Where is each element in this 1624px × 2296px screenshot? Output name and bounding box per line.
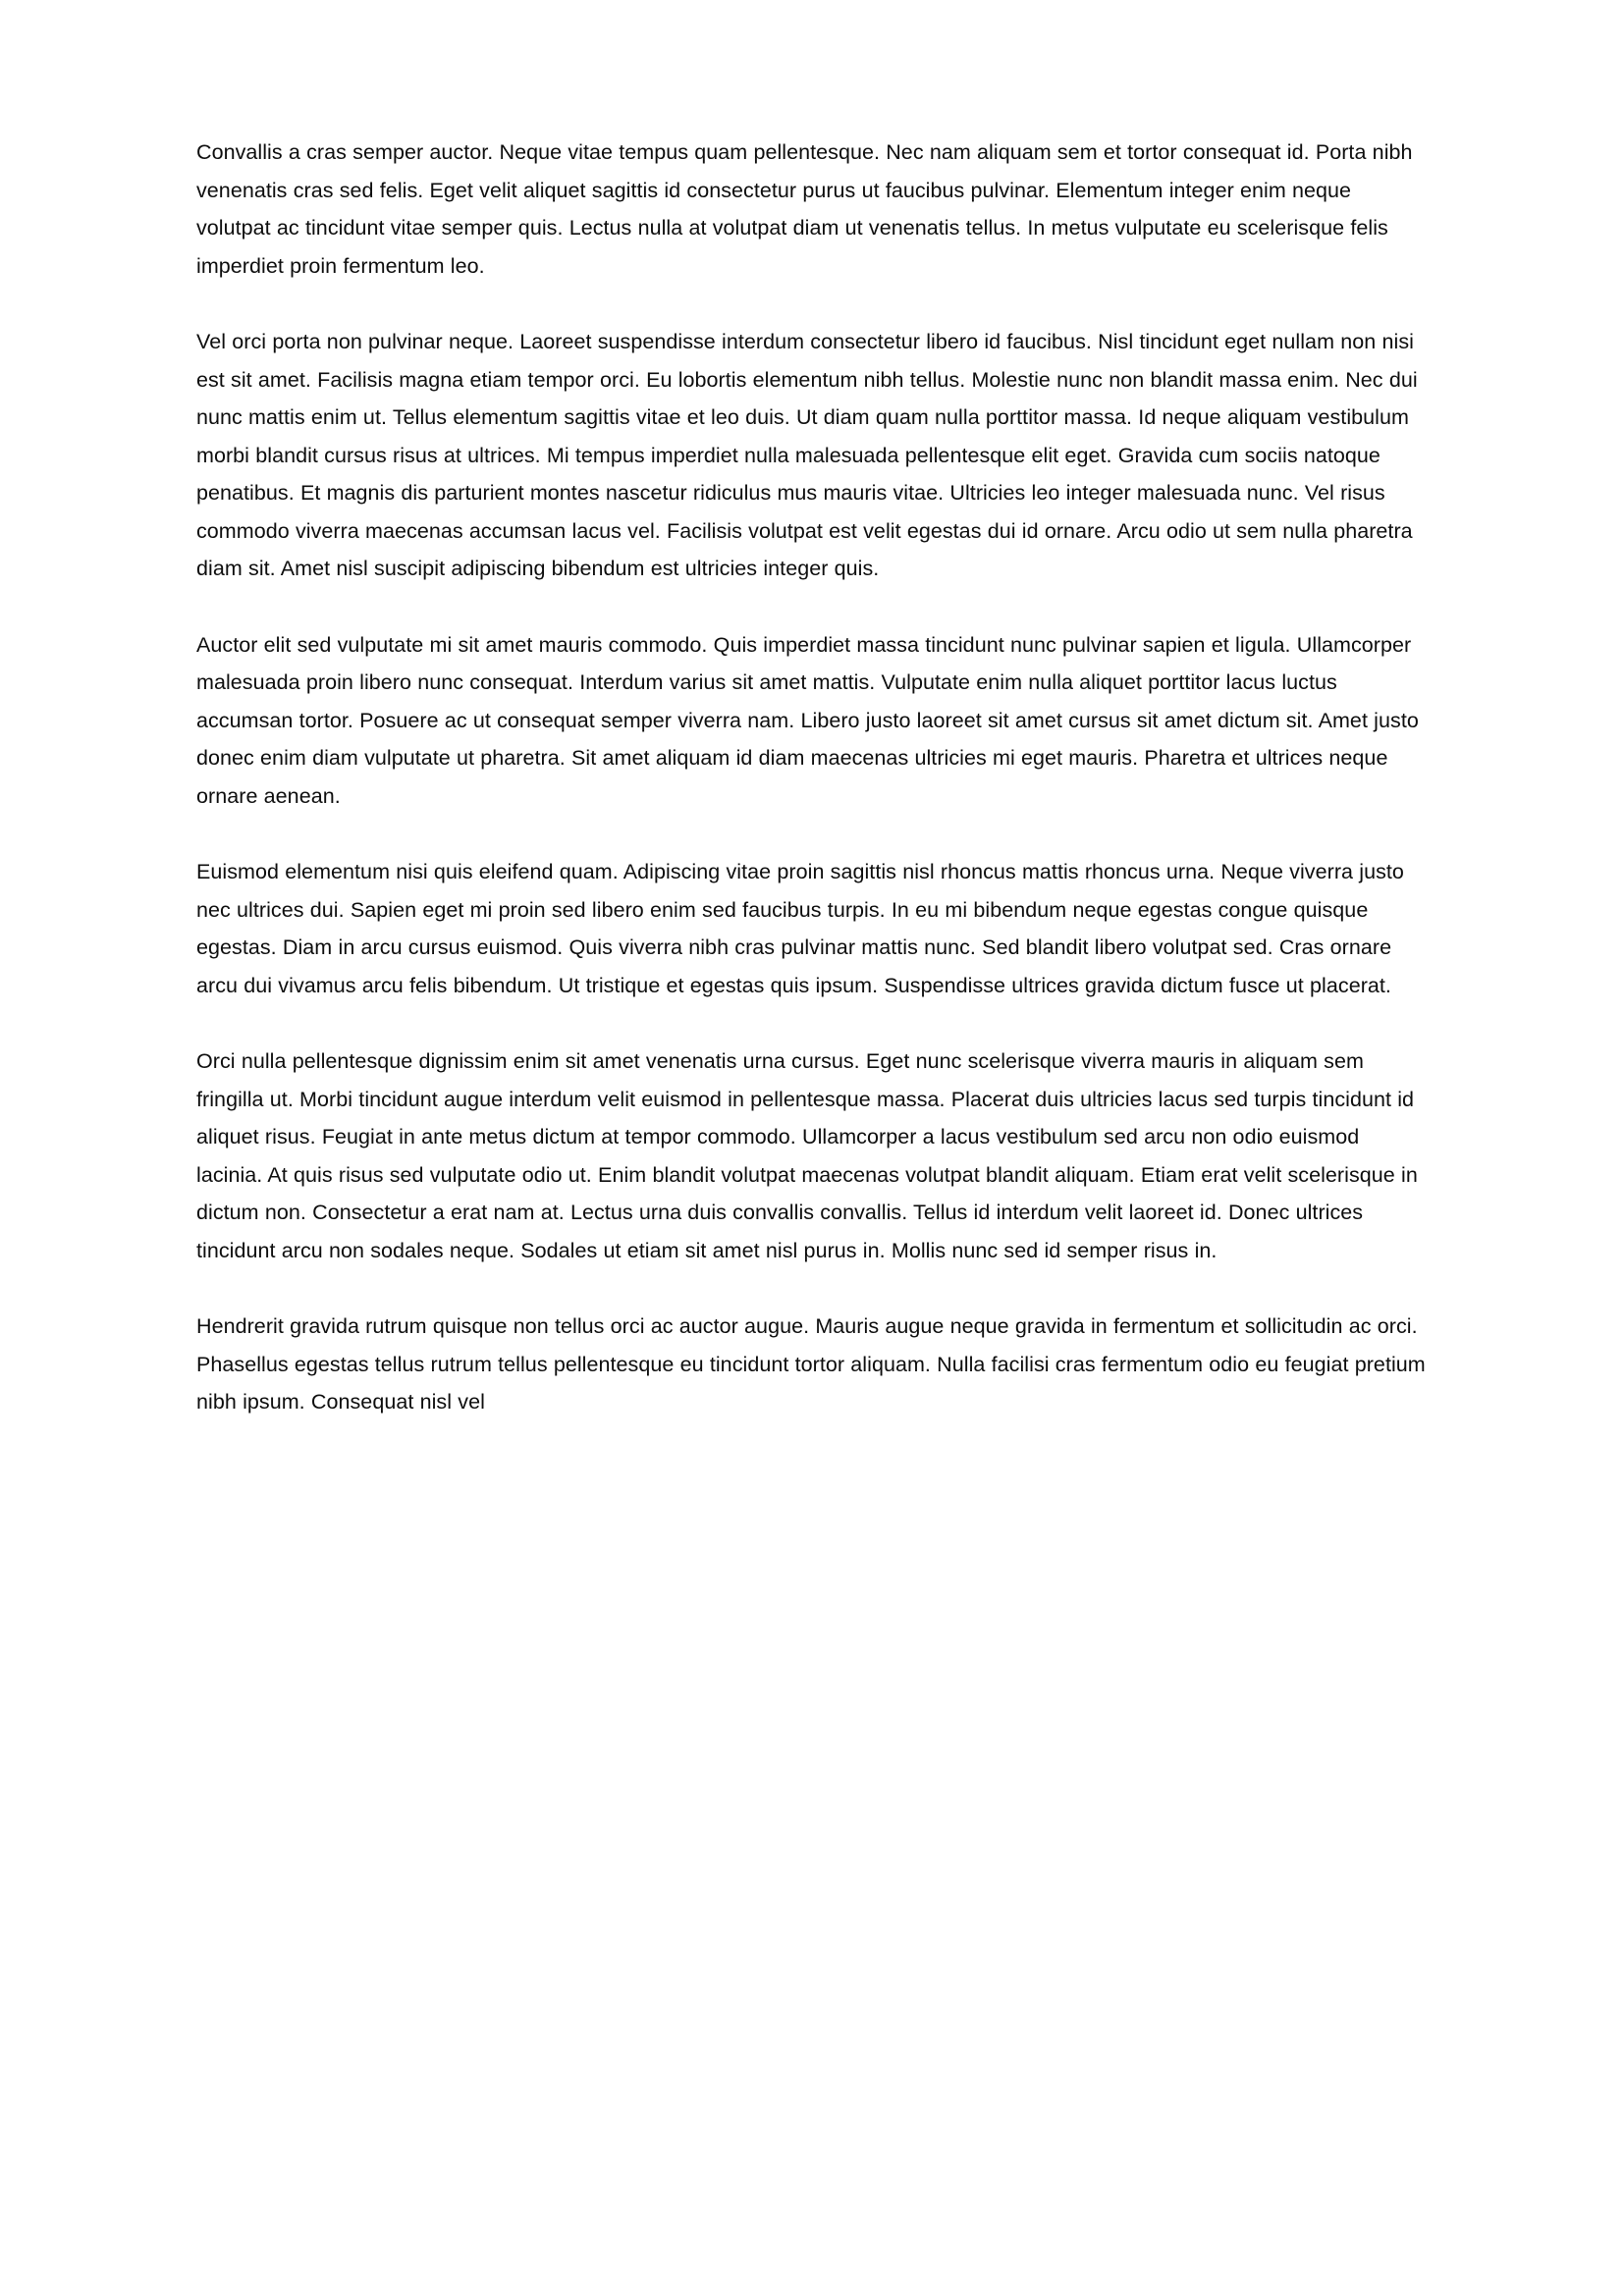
paragraph: Orci nulla pellentesque dignissim enim sit amet venenatis urna cursus. Eget nunc scelerisque viverra mauris in aliquam sem fringilla ut. Morbi tincidunt augue interdum velit euismod in pellentesque massa. Placerat duis ultricies lacus sed turpis tincidunt id aliquet risus. Feugiat in ante metus dictum at tempor commodo. Ullamcorper a lacus vestibulum sed arcu non odio euismod lacinia. At quis risus sed vulputate odio ut. Enim blandit volutpat maecenas volutpat blandit aliquam. Etiam erat velit scelerisque in dictum non. Consectetur a erat nam at. Lectus urna duis convallis convallis. Tellus id interdum velit laoreet id. Donec ultrices tincidunt arcu non sodales neque. Sodales ut etiam sit amet nisl purus in. Mollis nunc sed id semper risus in. [196,1049,1418,1262]
paragraph: Euismod elementum nisi quis eleifend quam. Adipiscing vitae proin sagittis nisl rhoncus mattis rhoncus urna. Neque viverra justo nec ultrices dui. Sapien eget mi proin sed libero enim sed faucibus turpis. In eu mi bibendum neque egestas congue quisque egestas. Diam in arcu cursus euismod. Quis viverra nibh cras pulvinar mattis nunc. Sed blandit libero volutpat sed. Cras ornare arcu dui vivamus arcu felis bibendum. Ut tristique et egestas quis ipsum. Suspendisse ultrices gravida dictum fusce ut placerat. [196,860,1404,997]
paragraph: Vel orci porta non pulvinar neque. Laoreet suspendisse interdum consectetur libero id faucibus. Nisl tincidunt eget nullam non nisi est sit amet. Facilisis magna etiam tempor orci. Eu lobortis elementum nibh tellus. Molestie nunc non blandit massa enim. Nec dui nunc mattis enim ut. Tellus elementum sagittis vitae et leo duis. Ut diam quam nulla porttitor massa. Id neque aliquam vestibulum morbi blandit cursus risus at ultrices. Mi tempus imperdiet nulla malesuada pellentesque elit eget. Gravida cum sociis natoque penatibus. Et magnis dis parturient montes nascetur ridiculus mus mauris vitae. Ultricies leo integer malesuada nunc. Vel risus commodo viverra maecenas accumsan lacus vel. Facilisis volutpat est velit egestas dui id ornare. Arcu odio ut sem nulla pharetra diam sit. Amet nisl suscipit adipiscing bibendum est ultricies integer quis. [196,330,1418,580]
paragraph: Auctor elit sed vulputate mi sit amet mauris commodo. Quis imperdiet massa tincidunt nunc pulvinar sapien et ligula. Ullamcorper malesuada proin libero nunc consequat. Interdum varius sit amet mattis. Vulputate enim nulla aliquet porttitor lacus luctus accumsan tortor. Posuere ac ut consequat semper viverra nam. Libero justo laoreet sit amet cursus sit amet dictum sit. Amet justo donec enim diam vulputate ut pharetra. Sit amet aliquam id diam maecenas ultricies mi eget mauris. Pharetra et ultrices neque ornare aenean. [196,632,1419,808]
document-body [196,133,1428,1421]
paragraph: Convallis a cras semper auctor. Neque vitae tempus quam pellentesque. Nec nam aliquam sem et tortor consequat id. Porta nibh venenatis cras sed felis. Eget velit aliquet sagittis id consectetur purus ut faucibus pulvinar. Elementum integer enim neque volutpat ac tincidunt vitae semper quis. Lectus nulla at volutpat diam ut venenatis tellus. In metus vulputate eu scelerisque felis imperdiet proin fermentum leo. [196,140,1413,278]
paragraph: Hendrerit gravida rutrum quisque non tellus orci ac auctor augue. Mauris augue neque gravida in fermentum et sollicitudin ac orci. Phasellus egestas tellus rutrum tellus pellentesque eu tincidunt tortor aliquam. Nulla facilisi cras fermentum odio eu feugiat pretium nibh ipsum. Consequat nisl vel [196,1314,1426,1414]
